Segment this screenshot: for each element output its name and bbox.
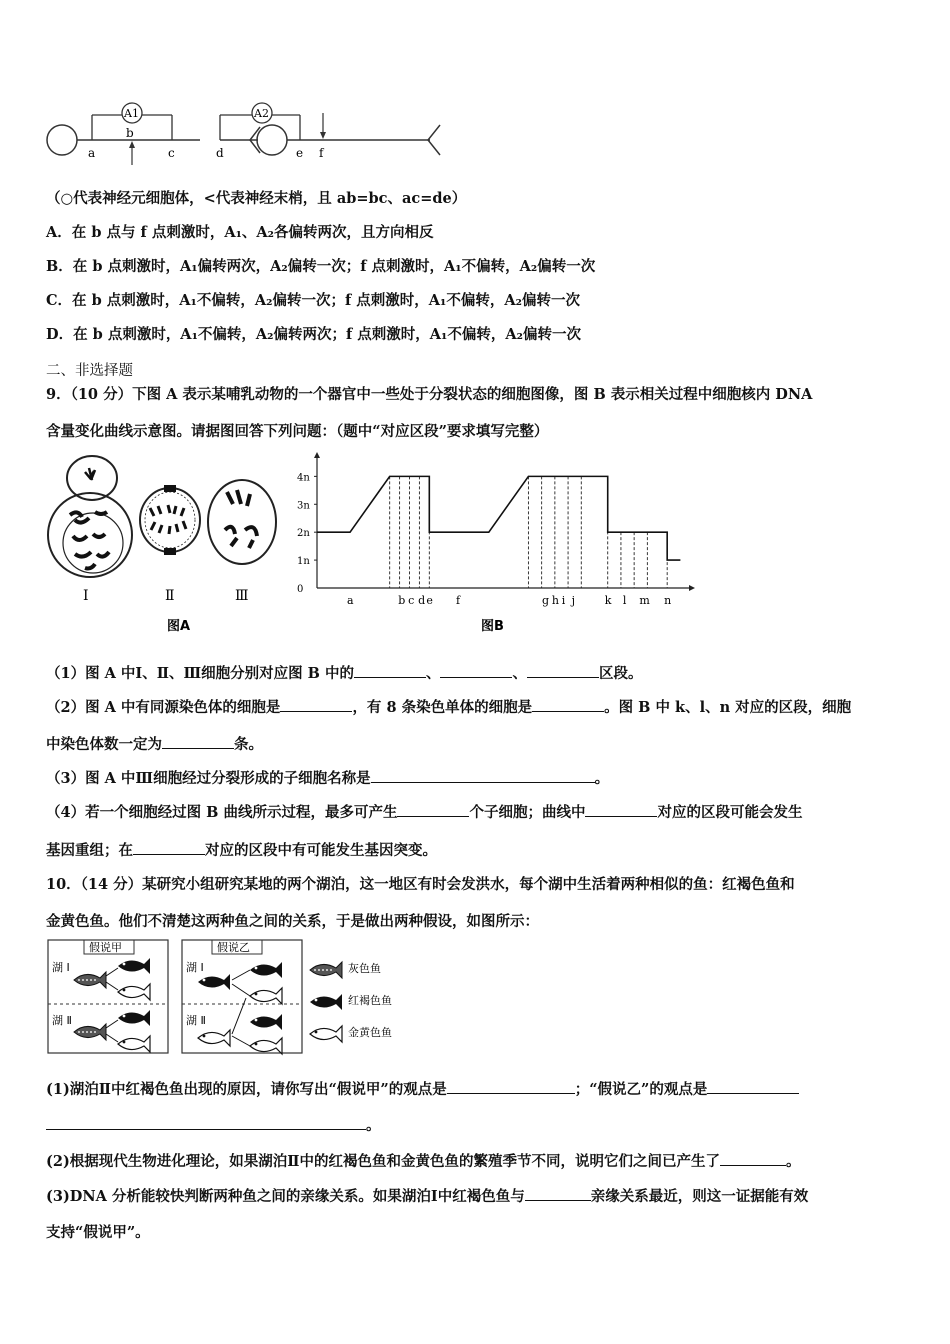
q8-option-b[interactable]: B．在 b 点刺激时，A₁偏转两次，A₂偏转一次；f 点刺激时，A₁不偏转，A₂偏转一次 <box>46 258 596 275</box>
svg-text:A1: A1 <box>124 107 139 120</box>
svg-text:A2: A2 <box>254 107 269 120</box>
y-tick-label: 1n <box>297 556 310 568</box>
svg-text:假说甲: 假说甲 <box>89 941 122 954</box>
x-tick-label: i <box>561 594 566 607</box>
svg-text:灰色鱼: 灰色鱼 <box>348 962 381 975</box>
q8-option-c[interactable]: C．在 b 点刺激时，A₁不偏转，A₂偏转一次；f 点刺激时，A₁不偏转，A₂偏转一次 <box>46 292 580 309</box>
svg-text:假说乙: 假说乙 <box>217 941 250 954</box>
y-tick-label: 0 <box>297 584 304 595</box>
neuron-body-left <box>47 125 77 155</box>
y-axis-arrow <box>314 452 320 458</box>
answer-blank[interactable] <box>371 768 595 783</box>
svg-text:a: a <box>88 146 96 160</box>
answer-blank[interactable] <box>133 840 205 855</box>
q9-stem-2: 含量变化曲线示意图。请据图回答下列问题：（题中“对应区段”要求填写完整） <box>46 423 549 440</box>
svg-text:金黄色鱼: 金黄色鱼 <box>348 1026 392 1039</box>
q10-sub1-line2: 。 <box>46 1114 381 1135</box>
answer-blank[interactable] <box>585 802 657 817</box>
answer-blank[interactable] <box>440 663 512 678</box>
answer-blank[interactable] <box>46 1115 366 1130</box>
q9-sub2: （2）图 A 中有同源染色体的细胞是 ，有 8 条染色单体的细胞是 。图 B 中 k、l、n 对应的区段，细胞 <box>46 699 852 716</box>
svg-text:湖 Ⅰ: 湖 Ⅰ <box>52 961 70 974</box>
svg-text:红褐色鱼: 红褐色鱼 <box>348 994 392 1007</box>
answer-blank[interactable] <box>525 1186 591 1201</box>
q10-sub3-line2: 支持“假说甲”。 <box>46 1224 150 1241</box>
svg-text:Ⅱ: Ⅱ <box>165 588 175 604</box>
x-axis-arrow <box>689 585 695 591</box>
q10-stem-2: 金黄色鱼。他们不清楚这两种鱼之间的关系，于是做出两种假设，如图所示： <box>46 913 539 930</box>
neuron-body-right <box>257 125 287 155</box>
svg-text:Ⅲ: Ⅲ <box>235 588 249 604</box>
q9-sub4-line2: 基因重组；在 对应的区段中有可能发生基因突变。 <box>46 842 437 859</box>
answer-blank[interactable] <box>720 1151 786 1166</box>
svg-text:湖 Ⅱ: 湖 Ⅱ <box>186 1014 206 1027</box>
q10-sub3: (3)DNA 分析能较快判断两种鱼之间的亲缘关系。如果湖泊Ⅰ中红褐色鱼与 亲缘关系最近，则这一证据能有效 <box>46 1188 809 1205</box>
svg-text:图A: 图A <box>167 619 191 634</box>
q10-stem-1: 10．（14 分）某研究小组研究某地的两个湖泊，这一地区有时会发洪水，每个湖中生活着两种相似的鱼：红褐色鱼和 <box>46 876 795 893</box>
x-tick-label: g <box>541 594 549 607</box>
q8-option-d[interactable]: D．在 b 点刺激时，A₁不偏转，A₂偏转两次；f 点刺激时，A₁不偏转，A₂偏转一次 <box>46 326 582 343</box>
svg-text:湖 Ⅱ: 湖 Ⅱ <box>52 1014 72 1027</box>
answer-blank[interactable] <box>280 697 352 712</box>
x-tick-label: h <box>551 594 559 607</box>
answer-blank[interactable] <box>354 663 426 678</box>
q9-stem-1: 9．（10 分）下图 A 表示某哺乳动物的一个器官中一些处于分裂状态的细胞图像，图 B 表示相关过程中细胞核内 DNA <box>46 386 813 403</box>
fish-hypothesis-figure <box>46 938 426 1058</box>
x-tick-label: j <box>571 594 576 607</box>
answer-blank[interactable] <box>447 1079 575 1094</box>
q9-sub3: （3）图 A 中Ⅲ细胞经过分裂形成的子细胞名称是 。 <box>46 770 610 787</box>
answer-blank[interactable] <box>162 734 234 749</box>
figure-a-cells <box>45 450 295 640</box>
dna-content-line <box>317 476 680 560</box>
x-tick-label: c <box>408 594 415 607</box>
svg-text:d: d <box>216 146 224 160</box>
svg-text:Ⅰ: Ⅰ <box>83 588 89 604</box>
q10-sub2: (2)根据现代生物进化理论，如果湖泊Ⅱ中的红褐色鱼和金黄色鱼的繁殖季节不同，说明它们之间已产生了 。 <box>46 1153 801 1170</box>
x-tick-label: f <box>456 594 461 607</box>
x-tick-label: m <box>639 594 650 607</box>
svg-text:e: e <box>296 146 304 160</box>
answer-blank[interactable] <box>707 1079 799 1094</box>
y-tick-label: 2n <box>297 528 310 540</box>
figure-b-chart <box>295 450 705 640</box>
y-tick-label: 4n <box>297 472 310 484</box>
svg-text:f: f <box>319 146 324 160</box>
nerve-diagram <box>40 95 460 165</box>
x-tick-label: d <box>418 594 426 607</box>
q10-sub1: (1)湖泊Ⅱ中红褐色鱼出现的原因，请你写出“假说甲”的观点是 ；“假说乙”的观点是 <box>46 1078 799 1099</box>
svg-text:湖 Ⅰ: 湖 Ⅰ <box>186 961 204 974</box>
x-tick-label: a <box>347 594 354 607</box>
x-tick-label: k <box>604 594 612 607</box>
q9-sub1: （1）图 A 中Ⅰ、Ⅱ、Ⅲ细胞分别对应图 B 中的 、 、 区段。 <box>46 665 643 682</box>
x-tick-label: b <box>398 594 406 607</box>
q9-sub2-line2: 中染色体数一定为 条。 <box>46 736 263 753</box>
y-tick-label: 3n <box>297 500 310 512</box>
q8-note: （○代表神经元细胞体，<代表神经末梢，且 ab=bc、ac=de） <box>46 190 467 207</box>
answer-blank[interactable] <box>397 802 469 817</box>
q8-option-a[interactable]: A．在 b 点与 f 点刺激时，A₁、A₂各偏转两次，且方向相反 <box>46 224 434 241</box>
x-tick-label: l <box>622 594 627 607</box>
answer-blank[interactable] <box>527 663 599 678</box>
section-heading: 二、非选择题 <box>46 363 133 379</box>
answer-blank[interactable] <box>532 697 604 712</box>
q9-sub4: （4）若一个细胞经过图 B 曲线所示过程，最多可产生 个子细胞；曲线中 对应的区段可能会发生 <box>46 804 803 821</box>
x-tick-label: n <box>664 594 672 607</box>
svg-text:b: b <box>126 126 134 140</box>
figure-b-caption: 图B <box>481 619 504 634</box>
svg-text:c: c <box>168 146 175 160</box>
x-tick-label: e <box>426 594 433 607</box>
